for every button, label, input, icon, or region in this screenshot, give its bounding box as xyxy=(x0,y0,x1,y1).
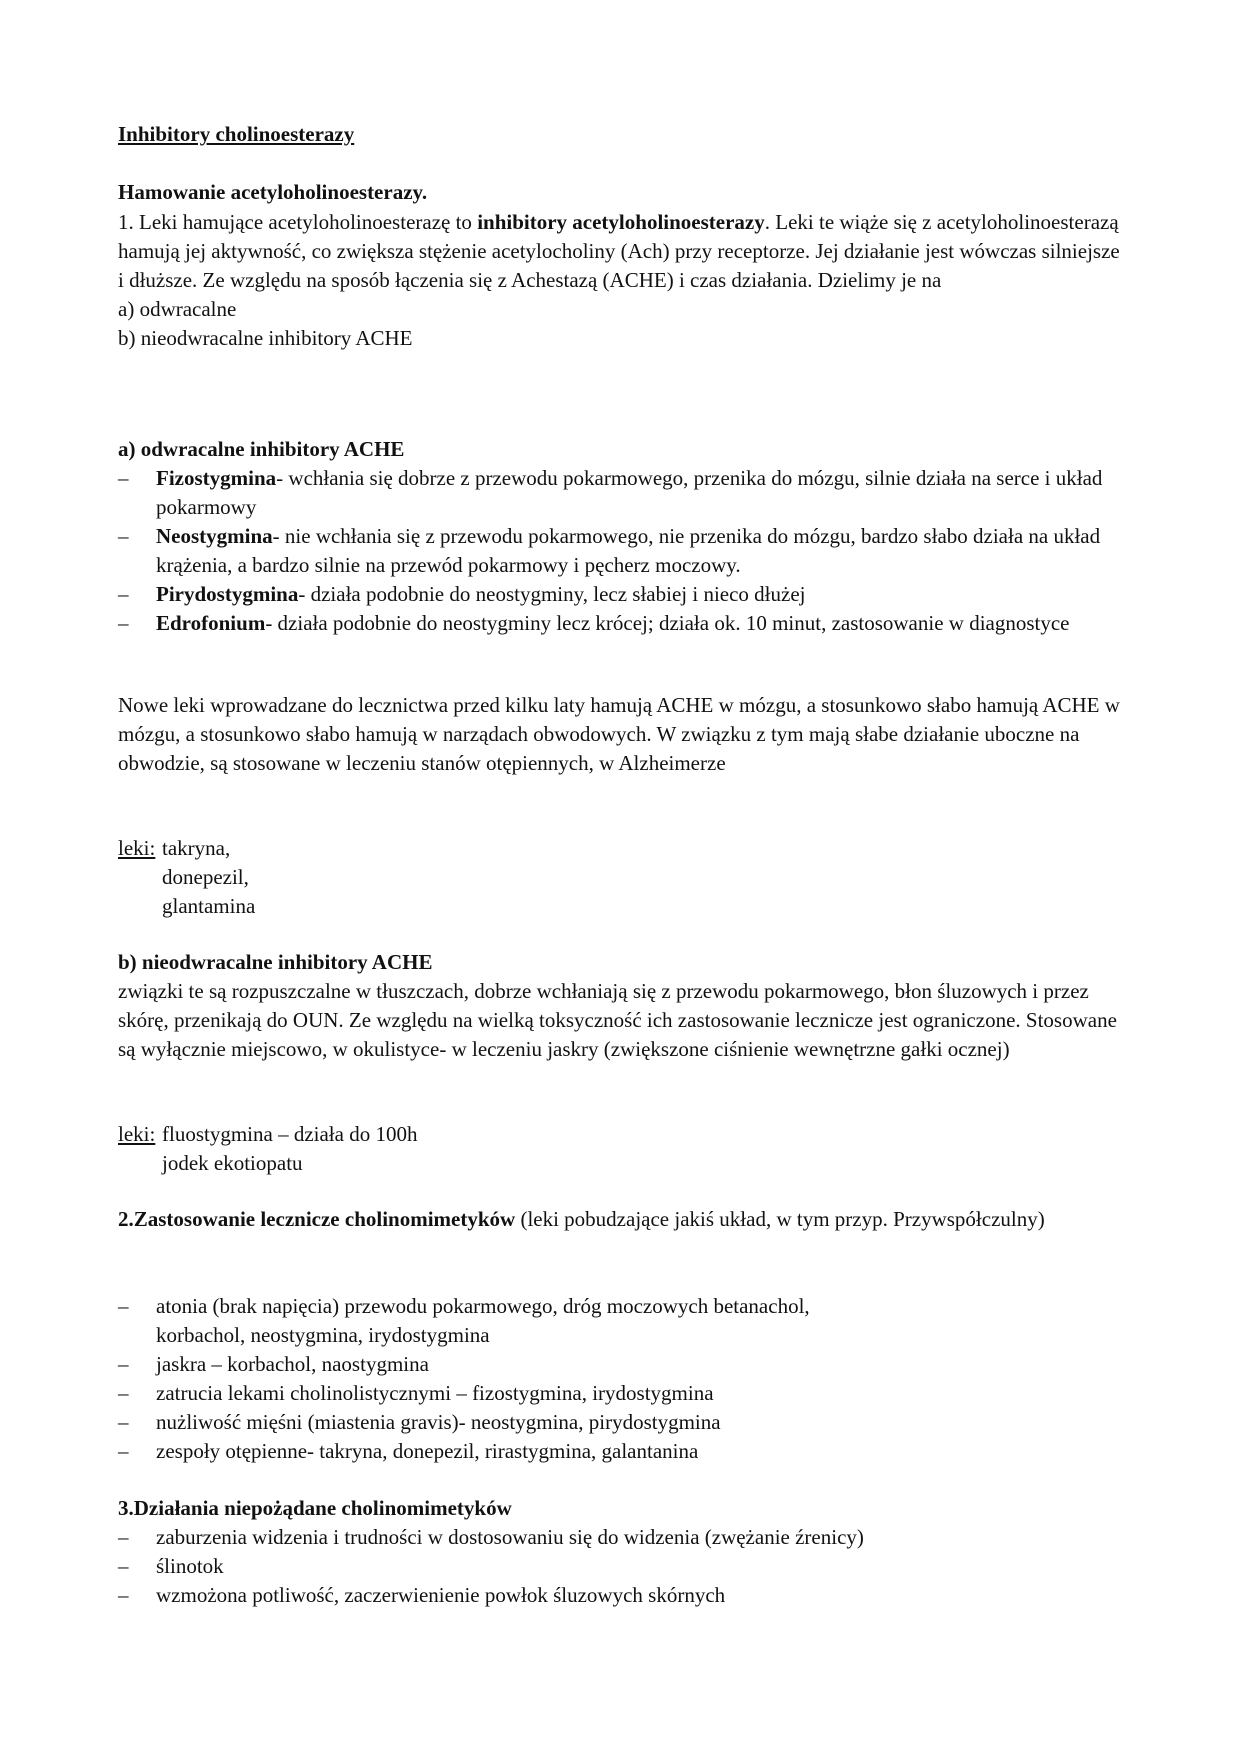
bullet-dash: – xyxy=(118,1583,129,1607)
bullet-dash: – xyxy=(118,1381,129,1405)
section-b-heading: b) nieodwracalne inhibitory ACHE xyxy=(118,950,433,974)
drug-item: takryna, xyxy=(162,836,231,860)
use-item: atonia (brak napięcia) przewodu pokarmowego, dróg moczowych betanachol, korbachol, neostygmina, irydostygmina xyxy=(156,1294,810,1347)
list-item xyxy=(118,1379,898,1408)
section-2-heading-bold: 2.Zastosowanie lecznicze cholinomimetyków xyxy=(118,1207,516,1231)
list-item xyxy=(118,464,1123,522)
bullet-dash: – xyxy=(118,1439,129,1463)
list-item xyxy=(118,1350,898,1379)
list-item xyxy=(118,1523,1123,1552)
list-item xyxy=(118,580,1123,609)
section-2-list-block xyxy=(118,1292,898,1466)
drug-description: - wchłania się dobrze z przewodu pokarmowego, przenika do mózgu, silnie działa na serce i układ pokarmowy xyxy=(156,466,1103,519)
side-effect-item: zaburzenia widzenia i trudności w dostosowaniu się do widzenia (zwężanie źrenicy) xyxy=(156,1525,864,1549)
intro-option-a: a) odwracalne xyxy=(118,297,237,321)
drug-name: Neostygmina xyxy=(156,524,273,548)
drug-item: glantamina xyxy=(162,894,256,918)
new-drugs-paragraph: Nowe leki wprowadzane do lecznictwa przed kilku laty hamują ACHE w mózgu, a stosunkowo słabo hamują ACHE w mózgu, a stosunkowo słabo hamują w narządach obwodowych. W związku z tym mają słabe działanie uboczne na obwodzie, są stosowane w leczeniu stanów otępiennych, w Alzheimerze xyxy=(118,693,1120,775)
list-item xyxy=(118,609,1123,638)
drugs-lines xyxy=(162,834,255,921)
intro-option-b: b) nieodwracalne inhibitory ACHE xyxy=(118,326,413,350)
section-3-heading: 3.Działania niepożądane cholinomimetyków xyxy=(118,1496,512,1520)
drug-item: donepezil, xyxy=(162,865,249,889)
section-2 xyxy=(118,1205,1123,1234)
bullet-dash: – xyxy=(118,611,129,635)
section-b-drugs xyxy=(118,1120,1123,1178)
bullet-dash: – xyxy=(118,582,129,606)
drug-description: - działa podobnie do neostygminy lecz krócej; działa ok. 10 minut, zastosowanie w diagnostyce xyxy=(265,611,1070,635)
section-a-heading: a) odwracalne inhibitory ACHE xyxy=(118,437,405,461)
intro-paragraph xyxy=(118,208,1123,295)
section-a-list xyxy=(118,464,1123,638)
use-item: zespoły otępienne- takryna, donepezil, rirastygmina, galantanina xyxy=(156,1439,699,1463)
section-2-heading xyxy=(118,1205,1123,1234)
heading-inhibition-text: Hamowanie acetyloholinoesterazy. xyxy=(118,180,428,204)
drug-name: Fizostygmina xyxy=(156,466,277,490)
section-a xyxy=(118,435,1123,638)
drug-item: jodek ekotiopatu xyxy=(162,1151,303,1175)
drug-name: Edrofonium xyxy=(156,611,266,635)
section-a-paragraph xyxy=(118,691,1123,778)
use-item: jaskra – korbachol, naostygmina xyxy=(156,1352,429,1376)
drugs-label: leki: xyxy=(118,1122,156,1146)
intro-number: 1. xyxy=(118,210,139,234)
bullet-dash: – xyxy=(118,524,129,548)
section-b-paragraph: związki te są rozpuszczalne w tłuszczach, dobrze wchłaniają się z przewodu pokarmowego, błon śluzowych i przez skórę, przenikają do OUN. Ze względu na wielką toksyczność ich zastosowanie lecznicze jest ograniczone. Stosowane są wyłącznie miejscowo, w okulistyce- w leczeniu jaskry (zwiększone ciśnienie wewnętrzne gałki ocznej) xyxy=(118,979,1117,1061)
drug-description: - działa podobnie do neostygminy, lecz słabiej i nieco dłużej xyxy=(298,582,806,606)
bullet-dash: – xyxy=(118,1554,129,1578)
list-item xyxy=(118,1552,1123,1581)
bullet-dash: – xyxy=(118,1525,129,1549)
list-item xyxy=(118,1581,1123,1610)
intro-text-2: . Leki te wiąże się z acetyloholinoesterazą hamują jej aktywność, co zwiększa stężenie acetylocholiny (Ach) przy receptorze. Jej działanie jest wówczas silniejsze i dłuższe. Ze względu na sposób łączenia się z Achestazą (ACHE) i czas działania. Dzielimy je na xyxy=(118,210,1120,292)
drugs-label: leki: xyxy=(118,836,156,860)
drugs-lines xyxy=(162,1120,417,1178)
drug-name: Pirydostygmina xyxy=(156,582,299,606)
section-2-heading-rest: (leki pobudzające jakiś układ, w tym przyp. Przywspółczulny) xyxy=(515,1207,1045,1231)
list-item xyxy=(118,1408,898,1437)
intro-text-1: Leki hamujące acetyloholinoesterazę to xyxy=(139,210,478,234)
list-item xyxy=(118,522,1123,580)
bullet-dash: – xyxy=(118,466,129,490)
list-item xyxy=(118,1292,898,1350)
section-2-list xyxy=(118,1292,898,1466)
use-item: zatrucia lekami cholinolistycznymi – fizostygmina, irydostygmina xyxy=(156,1381,714,1405)
drugs-row xyxy=(118,834,1123,921)
heading-inhibition xyxy=(118,178,1123,207)
use-item: nużliwość mięśni (miastenia gravis)- neostygmina, pirydostygmina xyxy=(156,1410,721,1434)
section-a-drugs xyxy=(118,834,1123,921)
list-item xyxy=(118,1437,898,1466)
bullet-dash: – xyxy=(118,1294,129,1318)
drug-item: fluostygmina – działa do 100h xyxy=(162,1122,418,1146)
intro-block xyxy=(118,208,1123,353)
drug-description: - nie wchłania się z przewodu pokarmowego, nie przenika do mózgu, bardzo słabo działa na układ krążenia, a bardzo silnie na przewód pokarmowy i pęcherz moczowy. xyxy=(156,524,1101,577)
document-title: Inhibitory cholinoesterazy xyxy=(118,122,355,146)
bullet-dash: – xyxy=(118,1352,129,1376)
section-3-list xyxy=(118,1523,1123,1610)
bullet-dash: – xyxy=(118,1410,129,1434)
side-effect-item: wzmożona potliwość, zaczerwienienie powłok śluzowych skórnych xyxy=(156,1583,726,1607)
section-b xyxy=(118,948,1123,1064)
side-effect-item: ślinotok xyxy=(156,1554,224,1578)
section-3 xyxy=(118,1494,1123,1610)
drugs-row xyxy=(118,1120,1123,1178)
intro-bold-term: inhibitory acetyloholinoesterazy xyxy=(477,210,765,234)
